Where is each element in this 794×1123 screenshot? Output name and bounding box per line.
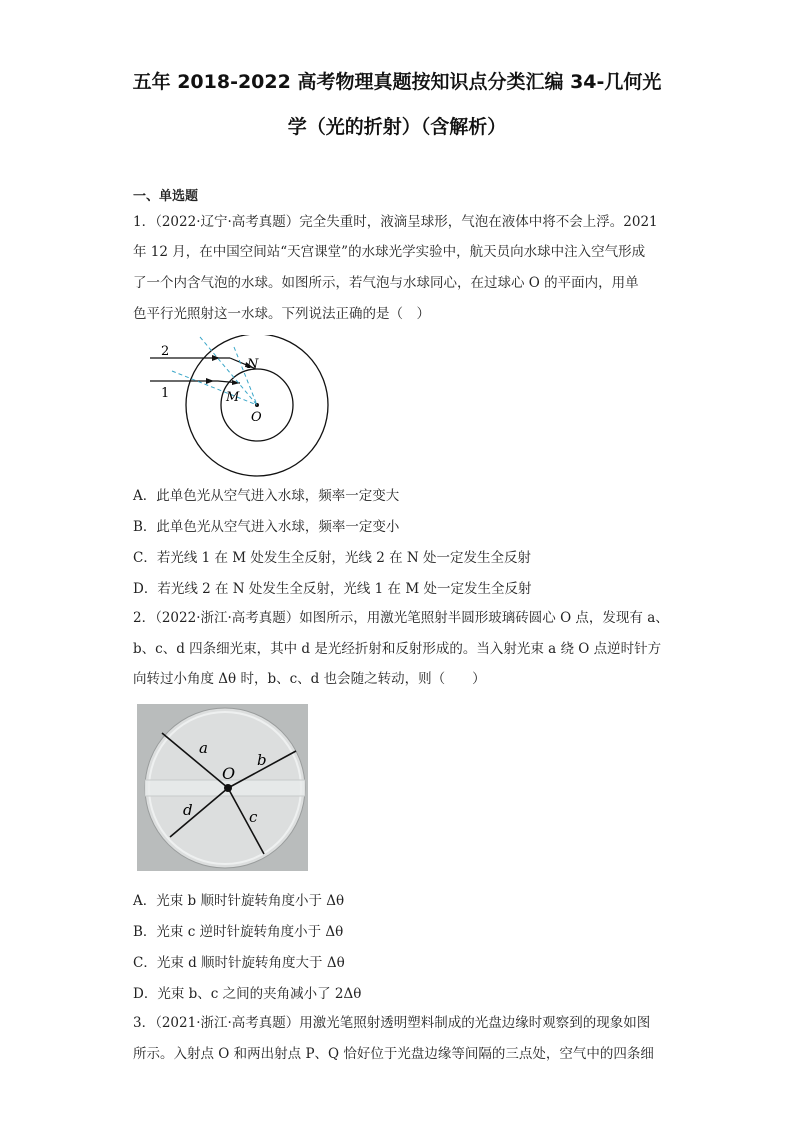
q3-line-2: 所示。入射点 O 和两出射点 P、Q 恰好位于光盘边缘等间隔的三点处，空气中的四条细 [133,1046,654,1062]
label-c: c [249,808,258,826]
ray-1-arrow [206,378,214,384]
q2-option-b: B．光束 c 逆时针旋转角度小于 Δθ [133,924,344,940]
label-d: d [183,801,193,819]
normal-ray-1 [172,371,257,405]
label-o: O [251,410,262,425]
section-heading: 一、单选题 [133,189,199,204]
q1-line-1: 1．（2022·辽宁·高考真题）完全失重时，液滴呈球形，气泡在液体中将不会上浮。2021 [133,214,658,230]
doc-title-line1: 五年 2018-2022 高考物理真题按知识点分类汇编 34-几何光 [132,71,662,93]
label-n: N [247,357,259,372]
point-o [224,784,232,792]
label-ray-1: 1 [161,386,170,401]
q2-line-3: 向转过小角度 Δθ 时，b、c、d 也会随之转动，则（ ） [133,671,486,687]
q1-option-a: A．此单色光从空气进入水球，频率一定变大 [133,488,400,504]
q1-water-ball-figure [150,335,410,480]
q1-option-c: C．若光线 1 在 M 处发生全反射，光线 2 在 N 处一定发生全反射 [133,550,531,566]
label-a: a [199,739,208,757]
q1-option-b: B．此单色光从空气进入水球，频率一定变小 [133,519,400,535]
label-m: M [226,390,240,405]
q3-line-1: 3．（2021·浙江·高考真题）用激光笔照射透明塑料制成的光盘边缘时观察到的现象如图 [133,1015,651,1031]
q2-option-d: D．光束 b、c 之间的夹角减小了 2Δθ [133,986,362,1002]
q1-line-4: 色平行光照射这一水球。下列说法正确的是（ ） [133,306,430,322]
label-o: O [222,764,236,783]
q2-glass-photo-figure [137,704,308,871]
label-b: b [257,751,267,769]
q2-option-c: C．光束 d 顺时针旋转角度大于 Δθ [133,955,345,971]
doc-title-line2: 学（光的折射）（含解析） [287,116,507,138]
q2-line-1: 2．（2022·浙江·高考真题）如图所示，用激光笔照射半圆形玻璃砖圆心 O 点，发现有 a、 [133,610,669,626]
q1-option-d: D．若光线 2 在 N 处发生全反射，光线 1 在 M 处一定发生全反射 [133,581,532,597]
label-ray-2: 2 [161,344,170,359]
q2-line-2: b、c、d 四条细光束，其中 d 是光经折射和反射形成的。当入射光束 a 绕 O 点逆时针方 [133,641,662,657]
q1-line-2: 年 12 月，在中国空间站“天宫课堂”的水球光学实验中，航天员向水球中注入空气形成 [133,244,646,260]
q2-option-a: A．光束 b 顺时针旋转角度小于 Δθ [133,893,345,909]
q1-line-3: 了一个内含气泡的水球。如图所示，若气泡与水球同心，在过球心 O 的平面内，用单 [133,275,639,291]
